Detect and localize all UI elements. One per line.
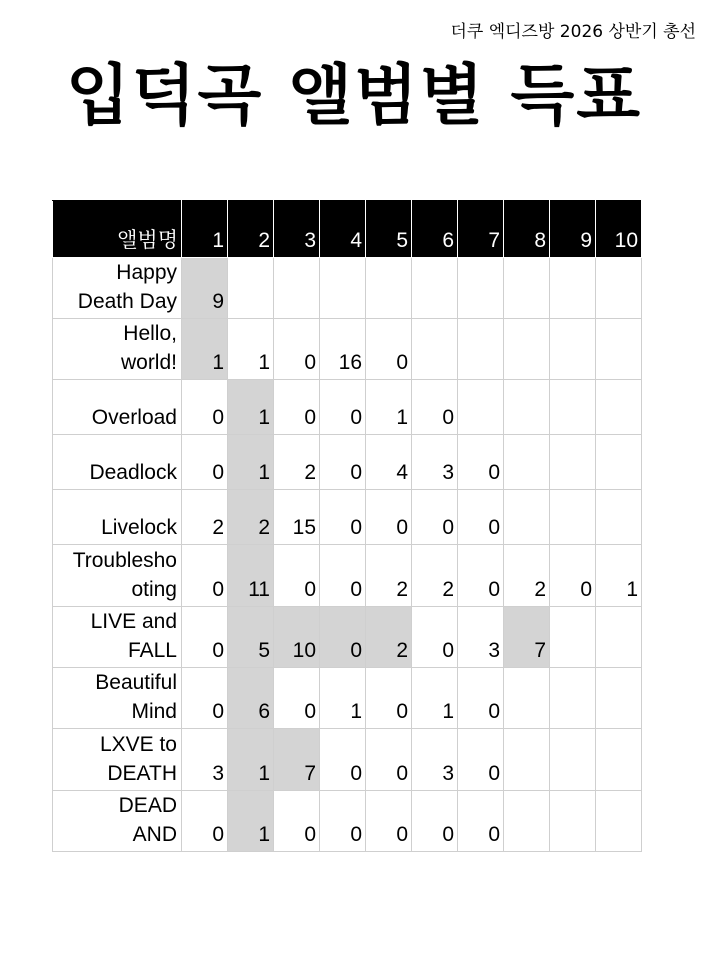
album-name-cell bbox=[53, 319, 182, 380]
rank-column-header: 1 bbox=[182, 201, 228, 258]
vote-cell: 0 bbox=[182, 791, 228, 852]
rank-column-header: 4 bbox=[320, 201, 366, 258]
vote-cell bbox=[504, 319, 550, 380]
table-row bbox=[53, 258, 642, 319]
table-row bbox=[53, 545, 642, 607]
album-name-cell bbox=[53, 668, 182, 729]
vote-cell: 2 bbox=[366, 607, 412, 668]
vote-cell: 0 bbox=[274, 668, 320, 729]
vote-cell bbox=[504, 380, 550, 435]
album-name-line: Livelock bbox=[101, 516, 177, 539]
album-name-line: Hello, bbox=[123, 322, 177, 345]
table-row bbox=[53, 435, 642, 490]
table-row bbox=[53, 668, 642, 729]
vote-cell: 0 bbox=[366, 729, 412, 791]
vote-cell: 7 bbox=[274, 729, 320, 791]
rank-column-header: 8 bbox=[504, 201, 550, 258]
vote-cell bbox=[504, 729, 550, 791]
vote-cell: 0 bbox=[320, 490, 366, 545]
album-name-cell bbox=[53, 258, 182, 319]
vote-cell: 10 bbox=[274, 607, 320, 668]
vote-cell: 3 bbox=[412, 435, 458, 490]
table-row bbox=[53, 729, 642, 791]
table-row bbox=[53, 380, 642, 435]
table-row bbox=[53, 607, 642, 668]
vote-cell bbox=[550, 791, 596, 852]
vote-cell: 4 bbox=[366, 435, 412, 490]
vote-cell: 3 bbox=[458, 607, 504, 668]
vote-cell: 0 bbox=[274, 380, 320, 435]
rank-column-header: 10 bbox=[596, 201, 642, 258]
vote-cell bbox=[366, 258, 412, 319]
album-name-line: Overload bbox=[91, 406, 177, 429]
vote-cell: 0 bbox=[320, 791, 366, 852]
vote-cell bbox=[458, 319, 504, 380]
vote-cell: 0 bbox=[412, 607, 458, 668]
album-name-cell bbox=[53, 607, 182, 668]
vote-cell: 6 bbox=[228, 668, 274, 729]
vote-cell: 0 bbox=[412, 791, 458, 852]
table-row bbox=[53, 490, 642, 545]
vote-cell bbox=[550, 490, 596, 545]
vote-cell: 2 bbox=[228, 490, 274, 545]
vote-cell: 1 bbox=[182, 319, 228, 380]
album-name-cell bbox=[53, 380, 182, 435]
album-name-line: Happy bbox=[116, 261, 177, 284]
vote-cell bbox=[504, 490, 550, 545]
album-name-cell bbox=[53, 490, 182, 545]
album-name-line: Beautiful bbox=[95, 671, 177, 694]
vote-cell: 2 bbox=[366, 545, 412, 607]
vote-cell: 2 bbox=[182, 490, 228, 545]
vote-cell: 0 bbox=[320, 380, 366, 435]
vote-cell: 1 bbox=[228, 729, 274, 791]
rank-column-header: 7 bbox=[458, 201, 504, 258]
page-subtitle: 더쿠 엑디즈방 2026 상반기 총선 bbox=[450, 22, 696, 42]
vote-cell: 1 bbox=[228, 319, 274, 380]
vote-cell bbox=[228, 258, 274, 319]
vote-cell: 0 bbox=[182, 668, 228, 729]
vote-cell: 0 bbox=[320, 435, 366, 490]
album-name-line: Deadlock bbox=[89, 461, 177, 484]
vote-cell: 0 bbox=[458, 545, 504, 607]
vote-cell: 2 bbox=[412, 545, 458, 607]
album-name-line: world! bbox=[120, 351, 177, 374]
vote-cell: 1 bbox=[228, 380, 274, 435]
vote-cell: 0 bbox=[366, 490, 412, 545]
vote-cell bbox=[412, 319, 458, 380]
vote-table bbox=[52, 200, 642, 852]
table-header-row bbox=[53, 201, 642, 258]
vote-cell bbox=[596, 668, 642, 729]
vote-cell: 15 bbox=[274, 490, 320, 545]
album-name-line: FALL bbox=[127, 639, 177, 662]
album-name-line: Death Day bbox=[77, 290, 177, 313]
vote-cell bbox=[320, 258, 366, 319]
rank-column-header: 6 bbox=[412, 201, 458, 258]
vote-cell bbox=[550, 319, 596, 380]
vote-cell: 1 bbox=[228, 435, 274, 490]
table-body bbox=[53, 258, 642, 852]
vote-cell: 0 bbox=[274, 545, 320, 607]
vote-cell: 11 bbox=[228, 545, 274, 607]
vote-cell: 0 bbox=[182, 380, 228, 435]
rank-column-header: 9 bbox=[550, 201, 596, 258]
vote-cell bbox=[504, 435, 550, 490]
vote-cell bbox=[596, 791, 642, 852]
vote-cell: 0 bbox=[550, 545, 596, 607]
album-name-cell bbox=[53, 729, 182, 791]
vote-cell: 1 bbox=[412, 668, 458, 729]
vote-cell bbox=[550, 435, 596, 490]
album-name-line: LXVE to bbox=[99, 733, 177, 756]
vote-cell bbox=[596, 490, 642, 545]
rank-column-header: 5 bbox=[366, 201, 412, 258]
vote-cell: 0 bbox=[274, 791, 320, 852]
vote-cell: 2 bbox=[504, 545, 550, 607]
vote-cell bbox=[504, 258, 550, 319]
table-row bbox=[53, 319, 642, 380]
vote-cell: 0 bbox=[366, 319, 412, 380]
vote-cell bbox=[550, 729, 596, 791]
vote-cell: 0 bbox=[320, 729, 366, 791]
vote-cell bbox=[458, 380, 504, 435]
album-name-line: oting bbox=[131, 578, 177, 601]
vote-cell: 9 bbox=[182, 258, 228, 319]
vote-cell: 0 bbox=[320, 545, 366, 607]
vote-cell bbox=[550, 668, 596, 729]
vote-cell: 0 bbox=[458, 729, 504, 791]
album-name-line: DEAD bbox=[118, 794, 177, 817]
vote-cell: 1 bbox=[366, 380, 412, 435]
album-name-line: AND bbox=[132, 823, 177, 846]
vote-cell bbox=[596, 435, 642, 490]
vote-cell bbox=[596, 319, 642, 380]
vote-cell: 0 bbox=[182, 435, 228, 490]
page-title: 입덕곡 앨범별 득표 bbox=[66, 57, 643, 134]
vote-cell: 0 bbox=[458, 490, 504, 545]
vote-cell: 3 bbox=[182, 729, 228, 791]
vote-cell bbox=[274, 258, 320, 319]
vote-cell: 0 bbox=[366, 668, 412, 729]
vote-cell: 0 bbox=[274, 319, 320, 380]
vote-cell: 0 bbox=[458, 435, 504, 490]
album-column-header: 앨범명 bbox=[53, 201, 182, 258]
vote-cell bbox=[550, 258, 596, 319]
vote-cell: 1 bbox=[596, 545, 642, 607]
album-name-line: Mind bbox=[131, 700, 177, 723]
vote-cell bbox=[596, 607, 642, 668]
vote-cell: 0 bbox=[366, 791, 412, 852]
vote-cell bbox=[596, 729, 642, 791]
vote-cell: 3 bbox=[412, 729, 458, 791]
vote-cell: 0 bbox=[458, 791, 504, 852]
vote-cell: 16 bbox=[320, 319, 366, 380]
vote-cell bbox=[504, 668, 550, 729]
vote-cell: 0 bbox=[412, 490, 458, 545]
album-name-cell bbox=[53, 791, 182, 852]
vote-cell: 5 bbox=[228, 607, 274, 668]
vote-cell bbox=[550, 607, 596, 668]
vote-cell bbox=[550, 380, 596, 435]
album-name-cell bbox=[53, 435, 182, 490]
vote-cell bbox=[596, 380, 642, 435]
vote-cell: 0 bbox=[320, 607, 366, 668]
vote-cell: 1 bbox=[320, 668, 366, 729]
vote-cell bbox=[596, 258, 642, 319]
vote-cell: 1 bbox=[228, 791, 274, 852]
vote-cell bbox=[412, 258, 458, 319]
vote-cell bbox=[458, 258, 504, 319]
vote-cell bbox=[504, 791, 550, 852]
vote-cell: 2 bbox=[274, 435, 320, 490]
vote-cell: 0 bbox=[182, 607, 228, 668]
album-name-cell bbox=[53, 545, 182, 607]
vote-cell: 0 bbox=[412, 380, 458, 435]
vote-cell: 7 bbox=[504, 607, 550, 668]
vote-cell: 0 bbox=[458, 668, 504, 729]
album-name-line: LIVE and bbox=[90, 610, 177, 633]
album-name-line: DEATH bbox=[107, 762, 177, 785]
table-row bbox=[53, 791, 642, 852]
rank-column-header: 3 bbox=[274, 201, 320, 258]
album-name-line: Troublesho bbox=[72, 549, 177, 572]
rank-column-header: 2 bbox=[228, 201, 274, 258]
vote-cell: 0 bbox=[182, 545, 228, 607]
